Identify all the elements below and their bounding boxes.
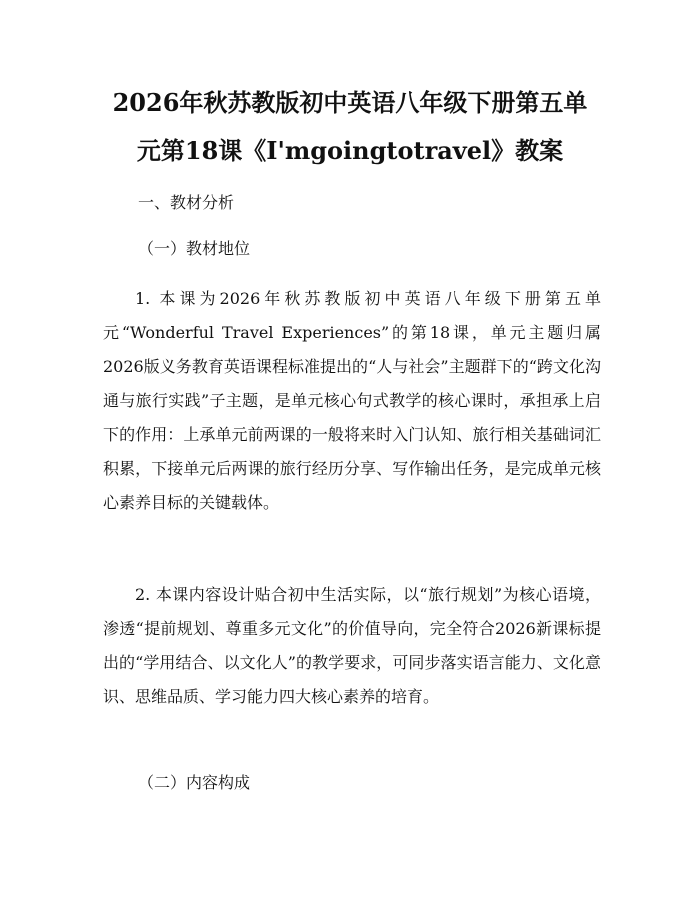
document-title-line-1: 2026年秋苏教版初中英语八年级下册第五单	[112, 88, 588, 117]
document-title-line-2: 元第18课《I'mgoingtotravel》教案	[136, 136, 564, 165]
paragraph-2: 2. 本课内容设计贴合初中生活实际，以“旅行规划”为核心语境，渗透“提前规划、尊重多元文化”的价值导向，完全符合2026新课标提出的“学用结合、以文化人”的教学要求，可同步落实语言能力、文化意识、思维品质、学习能力四大核心素养的培育。	[103, 585, 601, 706]
paragraph-1: 1. 本课为2026年秋苏教版初中英语八年级下册第五单元“Wonderful Travel Experiences”的第18课，单元主题归属2026版义务教育英语课程标准提出的“人与社会”主题群下的“跨文化沟通与旅行实践”子主题，是单元核心句式教学的核心课时，承担承上启下的作用：上承单元前两课的一般将来时入门认知、旅行相关基础词汇积累，下接单元后两课的旅行经历分享、写作输出任务，是完成单元核心素养目标的关键载体。	[103, 289, 601, 512]
section-heading-textbook-analysis: 一、教材分析	[138, 193, 235, 212]
subsection-heading-content-composition: （二）内容构成	[138, 773, 251, 792]
subsection-heading-textbook-position: （一）教材地位	[138, 239, 251, 258]
